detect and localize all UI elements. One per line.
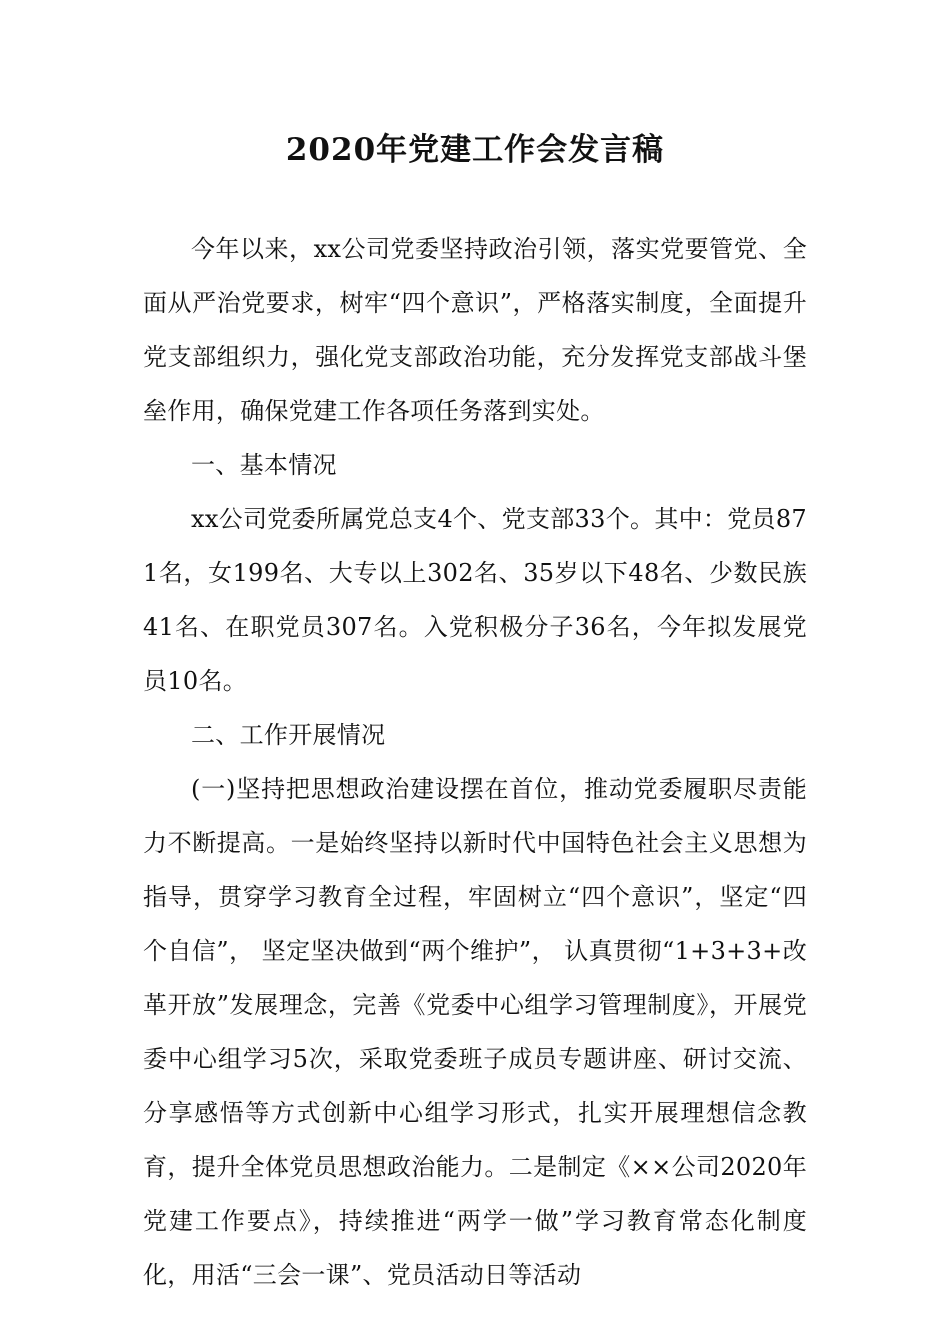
document-title: 2020年党建工作会发言稿 <box>285 132 665 168</box>
section-heading-basic-situation: 一、基本情况 <box>191 451 337 479</box>
basic-situation-paragraph: xx公司党委所属党总支4个、党支部33个。其中：党员871名，女199名、大专以上302名、35岁以下48名、少数民族41名、在职党员307名。入党积极分子36名，今年拟发展党员10名。 <box>143 505 807 695</box>
document-body <box>143 222 807 1302</box>
work-progress-paragraph: (一)坚持把思想政治建设摆在首位，推动党委履职尽责能力不断提高。一是始终坚持以新时代中国特色社会主义思想为指导，贯穿学习教育全过程，牢固树立“四个意识”，坚定“四个自信”， 坚定坚决做到“两个维护”， 认真贯彻“1+3+3+改革开放”发展理念，完善《党委中心组学习管理制度》，开展党委中心组学习5次，采取党委班子成员专题讲座、研讨交流、分享感悟等方式创新中心组学习形式，扎实开展理想信念教育，提升全体党员思想政治能力。二是制定《××公司2020年党建工作要点》，持续推进“两学一做”学习教育常态化制度化，用活“三会一课”、党员活动日等活动 <box>143 775 807 1289</box>
intro-paragraph: 今年以来，xx公司党委坚持政治引领，落实党要管党、全面从严治党要求，树牢“四个意识”，严格落实制度，全面提升党支部组织力，强化党支部政治功能，充分发挥党支部战斗堡垒作用，确保党建工作各项任务落到实处。 <box>143 235 807 425</box>
section-heading-work-progress: 二、工作开展情况 <box>191 721 386 749</box>
